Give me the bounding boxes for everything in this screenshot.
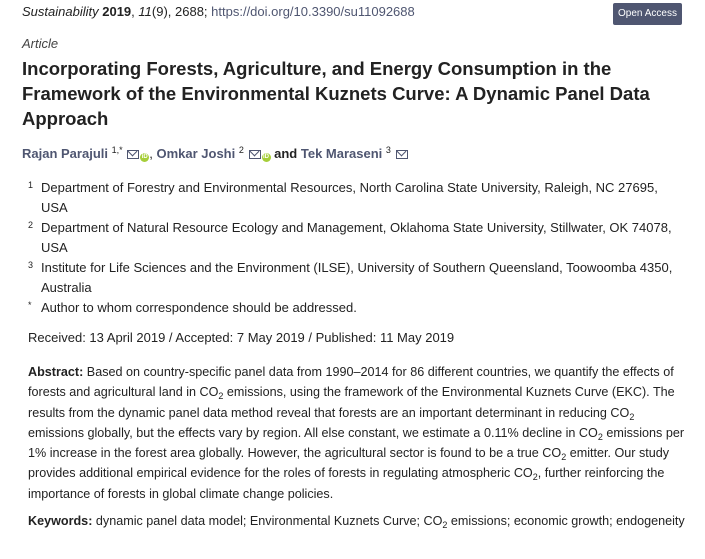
subscript: 2 xyxy=(532,472,538,483)
orcid-icon[interactable]: iD xyxy=(263,154,270,160)
author-affil-sup-2: 2 xyxy=(238,145,244,155)
subscript: 2 xyxy=(561,452,567,463)
envelope-icon[interactable] xyxy=(249,150,261,159)
affiliation-text: Department of Natural Resource Ecology and Management, Oklahoma State University, Stillwater, OK 74078, USA xyxy=(41,220,672,255)
subscript: 2 xyxy=(629,411,635,422)
citation-year: 2019 xyxy=(102,4,132,19)
subscript: 2 xyxy=(597,431,603,442)
author-name-2[interactable]: Omkar Joshi xyxy=(156,146,236,161)
correspondence-note xyxy=(28,298,688,318)
affiliation-number: * xyxy=(28,300,32,310)
citation-issue: (9) xyxy=(151,4,168,19)
journal-name[interactable]: Sustainability xyxy=(22,4,99,19)
article-type: Article xyxy=(22,36,59,51)
author-list xyxy=(22,145,408,162)
abstract xyxy=(28,362,690,504)
abstract-text: emissions, using the framework of the Environmental Kuznets Curve (EKC). The results from the dynamic panel data method reveal that forests are an important determinant in reducing CO xyxy=(28,385,675,420)
author-separator: , xyxy=(149,146,157,161)
affiliation-text: Author to whom correspondence should be addressed. xyxy=(41,300,357,315)
envelope-icon[interactable] xyxy=(396,150,408,159)
publication-dates: Received: 13 April 2019 / Accepted: 7 May 2019 / Published: 11 May 2019 xyxy=(28,330,455,345)
abstract-text: Based on country-specific panel data from 1990–2014 for 86 different countries, we quantify the effects of forests and agricultural land in CO xyxy=(28,365,674,400)
subscript: 2 xyxy=(218,391,224,402)
keywords-label: Keywords: xyxy=(28,514,93,528)
open-access-badge[interactable]: Open Access xyxy=(613,3,682,25)
author-name-1[interactable]: Rajan Parajuli xyxy=(22,146,108,161)
envelope-icon[interactable] xyxy=(127,150,139,159)
article-title: Incorporating Forests, Agriculture, and Energy Consumption in the Framework of the Environmental Kuznets Curve: A Dynamic Panel Data Approach xyxy=(22,58,650,129)
author-affil-sup-1: 1,* xyxy=(111,145,123,155)
doi-link[interactable]: https://doi.org/10.3390/su11092688 xyxy=(211,4,415,19)
author-name-3[interactable]: Tek Maraseni xyxy=(300,146,383,161)
subscript: 2 xyxy=(442,520,448,530)
affiliations xyxy=(28,178,688,318)
affiliation-text: Institute for Life Sciences and the Environment (ILSE), University of Southern Queensland, Toowoomba 4350, Australia xyxy=(41,260,673,295)
keywords-text: emissions; economic growth; endogeneity xyxy=(447,514,685,528)
keywords-text: dynamic panel data model; Environmental Kuznets Curve; CO xyxy=(92,514,443,528)
affiliation-item xyxy=(28,218,688,258)
abstract-text: , further reinforcing the importance of forests in global climate change policies. xyxy=(28,466,665,501)
affiliation-text: Department of Forestry and Environmental Resources, North Carolina State University, Raleigh, NC 27695, USA xyxy=(41,180,658,215)
abstract-text: emissions per 1% increase in the forest area globally. However, the agricultural sector is found to be a true CO xyxy=(28,425,685,461)
citation-line: Sustainability 2019, 11(9), 2688; https://doi.org/10.3390/su11092688 xyxy=(22,4,415,19)
abstract-label: Abstract: xyxy=(28,365,84,379)
abstract-text: emitter. Our study provides additional empirical evidence for the roles of forests in regulating atmospheric CO xyxy=(28,446,670,481)
citation-volume: 11 xyxy=(138,4,152,19)
keywords xyxy=(28,511,690,531)
affiliation-item xyxy=(28,178,688,218)
affiliation-number: 2 xyxy=(28,220,34,230)
author-and: and xyxy=(270,146,301,161)
affiliation-number: 3 xyxy=(28,260,34,270)
abstract-text: emissions globally, but the effects vary by region. All else constant, we estimate a 0.11% decline in CO xyxy=(28,425,598,440)
affiliation-number: 1 xyxy=(28,180,34,190)
affiliation-item xyxy=(28,258,688,298)
orcid-icon[interactable]: iD xyxy=(141,154,148,160)
author-affil-sup-3: 3 xyxy=(385,145,391,155)
citation-pages: , 2688; xyxy=(167,4,212,19)
